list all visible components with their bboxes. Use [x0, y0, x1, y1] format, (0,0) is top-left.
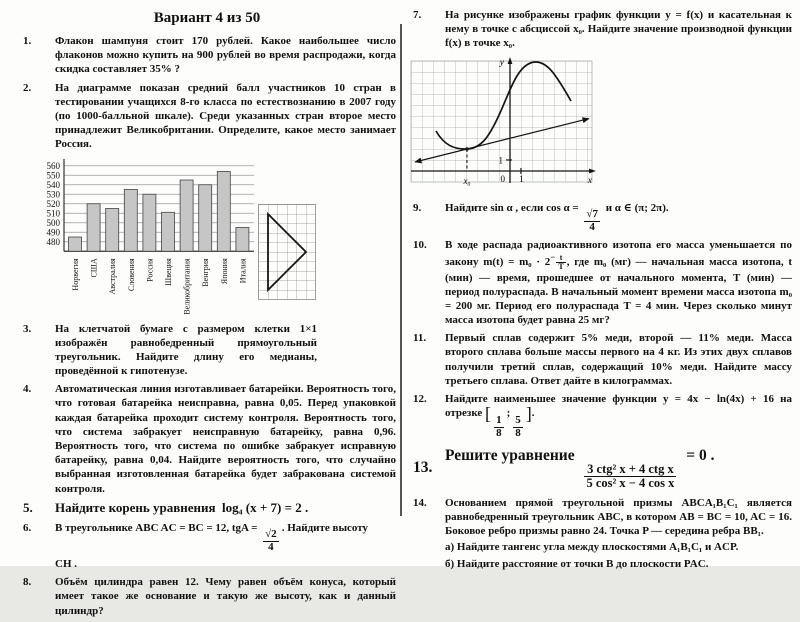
problem-13-text: [445, 446, 792, 491]
svg-text:530: 530: [46, 188, 60, 199]
problem-11-text: Первый сплав содержит 5% меди, второй — 11% меди. Масса второго сплава больше массы первого на 4 кг. Из этих двух сплавов получили третий сплав, содержащий 10% меди. Найдите массу третьего сплава. Ответ дайте в килограммах.: [445, 332, 792, 387]
y-axis-arrow: [508, 57, 513, 64]
problem-8-text: Объём цилиндра равен 12. Чему равен объём конуса, который имеет такое же основание и такую же высоту, как и данный цилиндр?: [55, 576, 396, 617]
problem-3-number: 3.: [23, 322, 32, 335]
big-fraction: $\frac{\text{3 ctg² x + 4 ctg x}}{\text{5 cos² x − 4 cos x}}$: [586, 461, 675, 491]
svg-text:Япония: Япония: [219, 257, 229, 284]
fraction: $\frac{√7}{4}$: [586, 208, 598, 234]
triangle-grid: [258, 204, 316, 300]
problem-1-number: 1.: [23, 35, 32, 47]
x0-label: x₀: [463, 175, 471, 186]
svg-text:Швеция: Швеция: [164, 257, 173, 286]
function-graph-wrap: [408, 55, 598, 194]
svg-text:Норвегия: Норвегия: [71, 257, 80, 291]
problem-5-prompt: Найдите корень уравнения: [55, 499, 216, 515]
svg-text:540: 540: [46, 179, 60, 190]
problem-12-number: 12.: [413, 393, 427, 406]
problem-14-number: 14.: [413, 496, 427, 509]
problem-6-number: 6.: [23, 521, 32, 534]
problem-7-text: На рисунке изображены график функции y = f(x) и касательная к нему в точке с абсциссой x₀. Найдите значение производной функции f(x) в точке x₀.: [445, 9, 792, 50]
svg-text:550: 550: [46, 169, 60, 180]
problem-12-period: .: [531, 407, 535, 420]
x-axis-label: x: [587, 175, 592, 186]
problem-13-rhs: = 0 .: [686, 446, 715, 464]
exponent-fraction: $\frac{t}{T}$: [558, 252, 564, 271]
problem-12-prompt: Найдите наименьшее значение функции y = 4x − ln(4x) + 16 на отрезке: [445, 393, 792, 420]
right-bracket: ]: [525, 403, 532, 424]
problem-4-text: Автоматическая линия изготавливает батарейки. Вероятность того, что готовая батарейка неисправна, равна 0,05. Перед упаковкой каждая батарейка проходит систему контроля. Вероятность того, что система забракует неисправную батарейку, равна 0,96. Вероятность того, что система по ошибке забракует исправную батарейку, равна 0,04. Найдите вероятность того, что случайно выбранная изготовленная батарейка будет забракована системой контроля.: [55, 383, 396, 495]
problem-14-statement: Основанием прямой треугольной призмы ABCA₁B₁C₁ является равнобедренный треугольник ABC, в котором AB = BC = 10, AC = 16. Боковое ребро призмы равно 24. Точка P — середина ребра BB₁.: [445, 496, 792, 538]
problem-6-prompt: В треугольнике ABC AC = BC = 12, tgA =: [55, 521, 258, 534]
problem-9-text: [445, 201, 792, 235]
problem-2-text: На диаграмме показан средний балл участников 10 стран в тестировании учащихся 8-го класса по естествознанию в 2007 году (по 1000-балльной шкале). Среди указанных стран второе место принадлежит Великобритании. Определите, какое место занимает Россия.: [55, 81, 396, 151]
svg-text:480: 480: [46, 236, 60, 247]
problem-11: [408, 331, 792, 388]
page-title: Вариант 4 из 50: [153, 10, 261, 26]
problem-1: [18, 34, 396, 77]
figures-row: [18, 156, 396, 320]
problem-6-line2: CH .: [55, 558, 77, 571]
problem-4-number: 4.: [23, 383, 32, 396]
y-axis-label: y: [499, 57, 504, 68]
column-divider: [400, 24, 402, 516]
x-axis-arrow: [589, 168, 596, 173]
fraction: $\frac{√2}{4}$: [265, 528, 277, 554]
problem-3-text: На клетчатой бумаге с размером клетки 1×1 изображён равнобедренный прямоугольный треугольник. Найдите длину его медианы, проведённой к гипотенузе.: [55, 322, 317, 378]
problem-2: [18, 81, 396, 152]
triangle-grid-figure: [258, 204, 316, 305]
svg-text:510: 510: [46, 207, 60, 218]
problem-13-prompt: Решите уравнение: [445, 446, 575, 464]
function-graph: [408, 55, 598, 189]
problem-12-text: [445, 392, 792, 440]
problem-6: [18, 521, 396, 572]
fraction: $\frac{5}{8}$: [515, 414, 521, 439]
problem-5: [18, 500, 396, 517]
svg-text:США: США: [89, 257, 99, 277]
problem-5-formula: log₄ (x + 7) = 2 .: [222, 499, 309, 515]
problem-5-number: 5.: [23, 499, 33, 515]
interval-separator: ;: [506, 407, 511, 420]
problem-9-prompt-2: и α ∈ (π; 2π).: [605, 201, 669, 214]
problem-9: [408, 201, 792, 235]
problem-7-number: 7.: [413, 9, 422, 21]
problem-8: [18, 575, 396, 618]
problem-7: [408, 8, 792, 51]
problem-14-item-b: б) Найдите расстояние от точки B до плоскости PAC.: [445, 557, 709, 570]
svg-text:Россия: Россия: [145, 257, 155, 282]
problem-4: [18, 382, 396, 496]
function-graph-figure: [408, 55, 792, 195]
problem-10-prompt: В ходе распада радиоактивного изотопа его масса уменьшается по закону: [445, 239, 792, 269]
problem-6-text: [55, 521, 396, 572]
problem-10: [408, 238, 792, 327]
problem-2-number: 2.: [23, 81, 32, 94]
problem-8-number: 8.: [23, 576, 32, 589]
right-column: [408, 8, 792, 575]
bar-chart: [32, 156, 260, 318]
bar-chart-figure: [32, 156, 260, 323]
x-tick-label: 1: [519, 173, 524, 184]
problem-10-formula: m(t) = m₀ · 2− $\frac{t}{T}$: [483, 252, 564, 271]
svg-text:520: 520: [46, 198, 60, 209]
problem-9-prompt: Найдите sin α , если cos α =: [445, 201, 579, 214]
problem-10-prompt-2: , где m₀ (мг) — начальная масса изотопа, t (мин) — время, прошедшее от начального момента, T (мин) — период полураспада. В начальный момент времени масса изотопа m₀ = 200 мг. Период его полураспада T = 4 мин. Через сколько минут масса изотопа будет равна 25 мг?: [445, 256, 792, 327]
problem-13-number: 13.: [413, 459, 433, 477]
left-bracket: [: [485, 403, 492, 424]
problem-9-number: 9.: [413, 201, 422, 214]
svg-text:500: 500: [46, 217, 60, 228]
problem-1-text: Флакон шампуня стоит 170 рублей. Какое наибольшее число флаконов можно купить на 900 рублей во время распродажи, когда скидка составляет 35% ?: [55, 35, 396, 76]
tangency-point: [465, 147, 469, 151]
problem-11-number: 11.: [413, 332, 427, 345]
problem-12: [408, 392, 792, 440]
svg-text:560: 560: [46, 160, 60, 171]
problem-3: [18, 322, 396, 379]
svg-text:Венгрия: Венгрия: [201, 257, 211, 287]
problem-14-text: [445, 496, 792, 571]
origin-label: 0: [500, 173, 505, 184]
svg-text:Великобритания: Великобритания: [182, 257, 192, 315]
left-column: [18, 8, 396, 622]
problem-14-item-a: а) Найдите тангенс угла между плоскостями A₁B₁C₁ и ACP.: [445, 541, 739, 554]
svg-text:Австралия: Австралия: [108, 257, 118, 294]
problem-14: [408, 496, 792, 571]
problem-13: [408, 446, 792, 491]
svg-text:490: 490: [46, 226, 60, 237]
fraction: $\frac{1}{8}$: [496, 414, 502, 439]
y-tick-label: 1: [498, 155, 503, 166]
problem-5-text: [55, 500, 396, 517]
problem-6-prompt-2: . Найдите высоту: [281, 521, 369, 534]
svg-text:Словения: Словения: [126, 257, 136, 291]
problem-10-number: 10.: [413, 239, 427, 252]
svg-text:Италия: Италия: [238, 257, 248, 283]
problem-10-text: [445, 238, 792, 327]
